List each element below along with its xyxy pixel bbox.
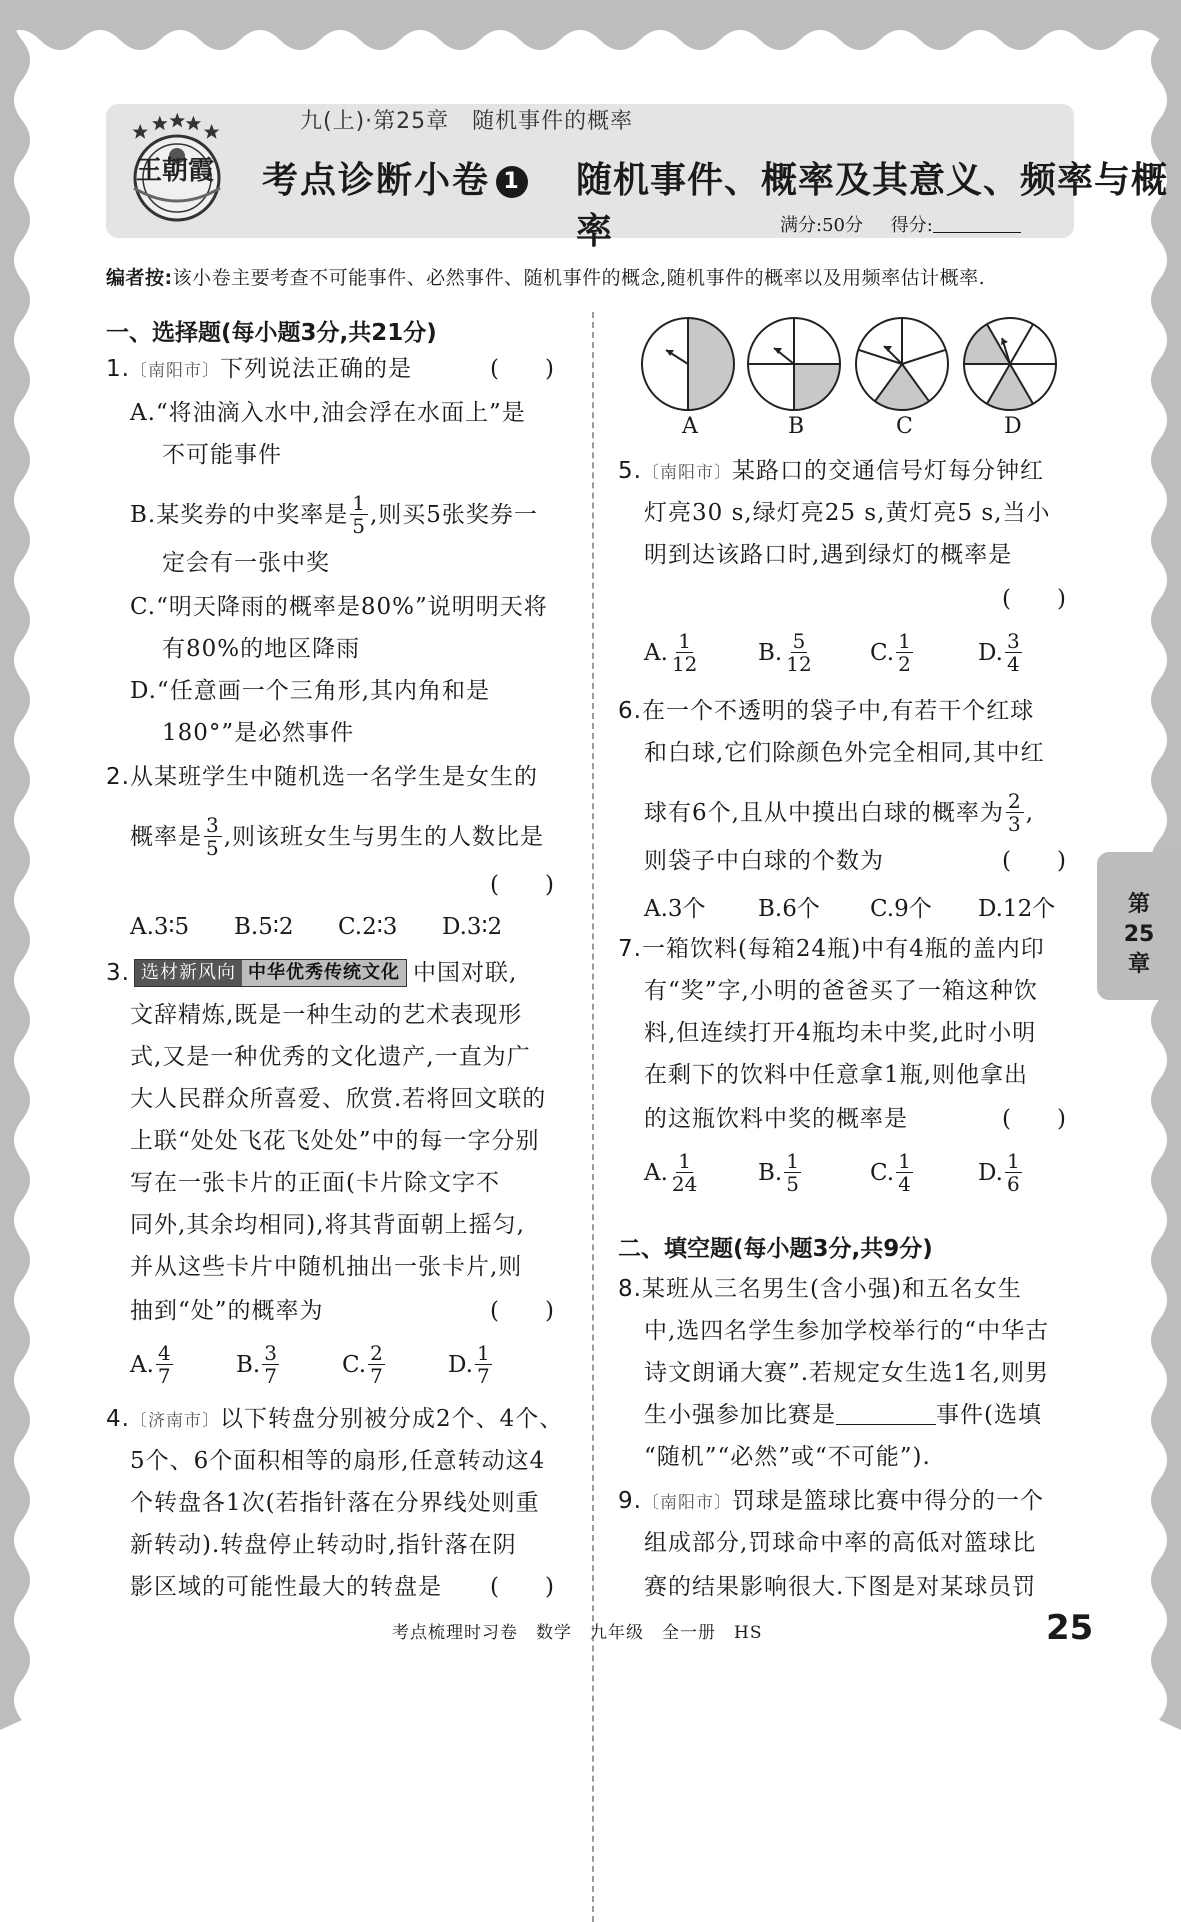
option-fraction bbox=[670, 1150, 699, 1195]
chapter-side-tab bbox=[1097, 852, 1181, 1000]
q1-answer-paren[interactable]: ( ) bbox=[490, 356, 554, 382]
q2-number: 2. bbox=[106, 764, 130, 790]
fraction-numerator: 1 bbox=[1006, 1149, 1020, 1173]
fraction-denominator: 4 bbox=[1006, 652, 1020, 676]
q2-option-d[interactable]: D.3∶2 bbox=[442, 914, 503, 940]
quiz-title bbox=[262, 152, 528, 203]
fraction-numerator: 1 bbox=[786, 1149, 799, 1173]
q7-line2: 有“奖”字,小明的爸爸买了一箱这种饮 bbox=[644, 978, 1038, 1004]
q4-line1 bbox=[106, 1404, 563, 1436]
q5-line1 bbox=[618, 456, 1044, 488]
option-label: A. bbox=[644, 1159, 668, 1186]
option-fraction bbox=[670, 630, 699, 675]
q8-answer-blank[interactable] bbox=[836, 1402, 936, 1425]
q3-line9: 抽到“处”的概率为 bbox=[130, 1298, 324, 1324]
q4-answer-paren[interactable]: ( ) bbox=[490, 1574, 554, 1600]
spinner-c bbox=[856, 318, 948, 410]
q3-options bbox=[130, 1342, 554, 1387]
q1-option-b-line1 bbox=[130, 492, 538, 537]
q8-line1 bbox=[618, 1274, 1022, 1304]
q9-line2: 组成部分,罚球命中率的高低对篮球比 bbox=[644, 1530, 1037, 1556]
spinner-b bbox=[748, 318, 840, 410]
q3-number: 3. bbox=[106, 960, 130, 986]
fraction-denominator: 5 bbox=[352, 514, 366, 538]
q3-answer-paren[interactable]: ( ) bbox=[490, 1298, 554, 1324]
q2-option-a[interactable]: A.3∶5 bbox=[130, 914, 190, 940]
q7-answer-paren[interactable]: ( ) bbox=[1002, 1106, 1066, 1132]
q1-option-c-line1: C.“明天降雨的概率是80%”说明明天将 bbox=[130, 594, 548, 620]
q6-number: 6. bbox=[618, 698, 642, 724]
quiz-title-text: 考点诊断小卷 bbox=[262, 160, 491, 201]
q2-stem2-pre: 概率是 bbox=[130, 823, 202, 850]
wavy-frame-top bbox=[0, 0, 1181, 60]
q5-line2: 灯亮30 s,绿灯亮25 s,黄灯亮5 s,当小 bbox=[644, 500, 1051, 526]
q3-tag-culture: 中华优秀传统文化 bbox=[242, 960, 406, 986]
q4-line3: 个转盘各1次(若指针落在分界线处则重 bbox=[130, 1490, 540, 1516]
fraction-denominator: 24 bbox=[671, 1172, 698, 1196]
fraction-numerator: 1 bbox=[898, 1149, 911, 1173]
fraction-denominator: 6 bbox=[1006, 1172, 1020, 1196]
fraction-denominator: 2 bbox=[898, 652, 911, 676]
q6-line1 bbox=[618, 696, 1034, 726]
score-label: 得分: bbox=[890, 215, 933, 236]
q6-answer-paren[interactable]: ( ) bbox=[1002, 848, 1066, 874]
fraction-numerator: 2 bbox=[1007, 789, 1022, 813]
q3-line3: 式,又是一种优秀的文化遗产,一直为广 bbox=[130, 1044, 531, 1070]
fraction-numerator: 2 bbox=[370, 1341, 383, 1365]
column-divider bbox=[592, 312, 594, 1922]
q7-line1-text: 一箱饮料(每箱24瓶)中有4瓶的盖内印 bbox=[641, 936, 1045, 962]
q6-line3-post: , bbox=[1025, 799, 1034, 826]
q7-line4: 在剩下的饮料中任意拿1瓶,则他拿出 bbox=[644, 1062, 1028, 1088]
section1-title: 一、选择题(每小题3分,共21分) bbox=[106, 320, 437, 346]
option-fraction bbox=[368, 1342, 385, 1387]
q3-line1 bbox=[106, 958, 517, 988]
option-label: B. bbox=[236, 1351, 261, 1378]
q1-stem bbox=[106, 354, 412, 386]
option-fraction bbox=[896, 630, 913, 675]
option-label: B. bbox=[758, 639, 783, 666]
fraction-numerator: 1 bbox=[352, 491, 366, 515]
score-line bbox=[780, 211, 1021, 237]
fraction-numerator: 3 bbox=[1006, 629, 1020, 653]
q7-option-c[interactable] bbox=[870, 1150, 978, 1195]
q3-line8: 并从这些卡片中随机抽出一张卡片,则 bbox=[130, 1254, 523, 1280]
q9-line3: 赛的结果影响很大.下图是对某球员罚 bbox=[644, 1574, 1037, 1600]
fraction-denominator: 5 bbox=[786, 1172, 799, 1196]
q6-option-d[interactable]: D.12个 bbox=[978, 896, 1056, 922]
option-fraction bbox=[896, 1150, 913, 1195]
brand-logo-text: 王朝霞 bbox=[136, 156, 215, 186]
q1-region: 〔南阳市〕 bbox=[129, 361, 220, 381]
fraction-denominator: 7 bbox=[157, 1364, 171, 1388]
q7-line1 bbox=[618, 934, 1045, 964]
q3-topic-tag bbox=[134, 959, 407, 987]
q2-option-c[interactable]: C.2∶3 bbox=[338, 914, 398, 940]
fraction-numerator: 5 bbox=[792, 629, 806, 653]
fraction-numerator: 3 bbox=[206, 813, 220, 837]
q2-stem-text: 从某班学生中随机选一名学生是女生的 bbox=[129, 764, 538, 790]
q6-line1-text: 在一个不透明的袋子中,有若干个红球 bbox=[641, 698, 1035, 724]
q8-line3: 诗文朗诵大赛”.若规定女生选1名,则男 bbox=[644, 1360, 1050, 1386]
fraction-denominator: 12 bbox=[671, 652, 698, 676]
q3-line5: 上联“处处飞花飞处处”中的每一字分别 bbox=[130, 1128, 540, 1154]
q1-option-b-fraction bbox=[350, 492, 368, 537]
q1-option-a-line1: A.“将油滴入水中,油会浮在水面上”是 bbox=[130, 400, 526, 426]
chapter-heading: 九(上)·第25章 随机事件的概率 bbox=[300, 109, 634, 134]
q1-option-d-line1: D.“任意画一个三角形,其内角和是 bbox=[130, 678, 491, 704]
q4-line4: 新转动).转盘停止转动时,指针落在阴 bbox=[130, 1532, 517, 1558]
option-label: A. bbox=[644, 639, 668, 666]
q6-line3 bbox=[644, 790, 1034, 835]
editor-note bbox=[106, 263, 985, 290]
spinner-label-c: C bbox=[896, 414, 913, 439]
fraction-numerator: 1 bbox=[898, 629, 911, 653]
q9-region: 〔南阳市〕 bbox=[641, 1493, 732, 1513]
q3-line4: 大人民群众所喜爱、欣赏.若将回文联的 bbox=[130, 1086, 547, 1112]
q5-option-c[interactable] bbox=[870, 630, 978, 675]
q4-spinner-figures bbox=[640, 312, 1060, 442]
q9-line1-text: 罚球是篮球比赛中得分的一个 bbox=[731, 1488, 1044, 1514]
q2-option-b[interactable]: B.5∶2 bbox=[234, 914, 294, 940]
score-blank[interactable] bbox=[933, 216, 1021, 233]
option-label: D. bbox=[978, 639, 1003, 666]
q5-option-b[interactable] bbox=[758, 630, 870, 675]
q7-option-d[interactable] bbox=[978, 1150, 1058, 1195]
q4-line5: 影区域的可能性最大的转盘是 bbox=[130, 1574, 442, 1600]
q3-line6: 写在一张卡片的正面(卡片除文字不 bbox=[130, 1170, 500, 1196]
q3-option-a[interactable] bbox=[130, 1342, 236, 1387]
full-score: 满分:50分 bbox=[780, 215, 863, 236]
editor-note-label: 编者按: bbox=[106, 267, 173, 289]
q6-option-b[interactable]: B.6个 bbox=[758, 896, 820, 922]
q5-option-d[interactable] bbox=[978, 630, 1058, 675]
q3-option-b[interactable] bbox=[236, 1342, 342, 1387]
q1-number: 1. bbox=[106, 356, 130, 382]
q5-region: 〔南阳市〕 bbox=[641, 463, 732, 483]
q9-number: 9. bbox=[618, 1488, 642, 1514]
quiz-subtitle: 随机事件、概率及其意义、频率与概率 bbox=[576, 160, 1169, 252]
q7-line5: 的这瓶饮料中奖的概率是 bbox=[644, 1106, 908, 1132]
q1-option-a-line2: 不可能事件 bbox=[162, 442, 282, 468]
fraction-numerator: 4 bbox=[157, 1341, 171, 1365]
q1-option-c-line2: 有80%的地区降雨 bbox=[162, 636, 361, 662]
spinner-label-d: D bbox=[1004, 414, 1022, 439]
q8-line5: “随机”“必然”或“不可能”). bbox=[644, 1444, 931, 1470]
spinner-label-a: A bbox=[682, 414, 698, 439]
q6-options bbox=[644, 890, 1078, 923]
page-number: 25 bbox=[1046, 1608, 1094, 1648]
fraction-denominator: 4 bbox=[898, 1172, 911, 1196]
option-label: D. bbox=[978, 1159, 1003, 1186]
q6-option-a[interactable]: A.3个 bbox=[644, 896, 706, 922]
q7-option-a[interactable] bbox=[644, 1150, 758, 1195]
option-label: A. bbox=[130, 1351, 154, 1378]
q8-number: 8. bbox=[618, 1276, 642, 1302]
side-tab-line1: 第 bbox=[1127, 892, 1150, 917]
q7-option-b[interactable] bbox=[758, 1150, 870, 1195]
q6-line3-pre: 球有6个,且从中摸出白球的概率为 bbox=[644, 799, 1004, 826]
spinner-d bbox=[964, 318, 1056, 410]
q4-region: 〔济南市〕 bbox=[129, 1411, 220, 1431]
q1-option-d-line2: 180°”是必然事件 bbox=[162, 720, 355, 746]
q1-stem-text: 下列说法正确的是 bbox=[219, 356, 412, 382]
q3-line2: 文辞精炼,既是一种生动的艺术表现形 bbox=[130, 1002, 523, 1028]
fraction-numerator: 1 bbox=[476, 1341, 490, 1365]
option-fraction bbox=[475, 1342, 492, 1387]
q8-line2: 中,选四名学生参加学校举行的“中华古 bbox=[644, 1318, 1050, 1344]
q6-fraction bbox=[1006, 790, 1024, 835]
q2-fraction bbox=[204, 814, 222, 859]
q6-line2: 和白球,它们除颜色外完全相同,其中红 bbox=[644, 740, 1045, 766]
quiz-number-badge: 1 bbox=[496, 166, 528, 198]
q3-option-d[interactable] bbox=[448, 1342, 554, 1387]
editor-note-text: 该小卷主要考查不可能事件、必然事件、随机事件的概念,随机事件的概率以及用频率估计概率. bbox=[172, 267, 986, 289]
q7-number: 7. bbox=[618, 936, 642, 962]
option-label: C. bbox=[870, 639, 895, 666]
option-label: C. bbox=[342, 1351, 367, 1378]
wavy-frame-left bbox=[0, 0, 34, 1730]
q8-line4 bbox=[644, 1400, 1042, 1430]
q1-option-b-pre: B.某奖券的中奖率是 bbox=[130, 501, 349, 528]
option-fraction bbox=[784, 1150, 801, 1195]
q2-stem-line2 bbox=[130, 814, 544, 859]
q2-stem-line1 bbox=[106, 762, 538, 792]
q2-stem2-post: ,则该班女生与男生的人数比是 bbox=[223, 823, 545, 850]
q5-line3: 明到达该路口时,遇到绿灯的概率是 bbox=[644, 542, 1013, 568]
q1-option-b-line2: 定会有一张中奖 bbox=[162, 550, 330, 576]
q2-options bbox=[130, 914, 546, 940]
q5-number: 5. bbox=[618, 458, 642, 484]
fraction-denominator: 7 bbox=[370, 1364, 383, 1388]
option-fraction bbox=[156, 1342, 173, 1387]
spinner-a bbox=[642, 318, 734, 410]
q5-options bbox=[644, 630, 1058, 675]
q7-line3: 料,但连续打开4瓶均未中奖,此时小明 bbox=[644, 1020, 1037, 1046]
fraction-numerator: 1 bbox=[678, 629, 692, 653]
spinner-label-b: B bbox=[788, 414, 805, 439]
q5-line1-text: 某路口的交通信号灯每分钟红 bbox=[731, 458, 1044, 484]
q3-option-c[interactable] bbox=[342, 1342, 448, 1387]
fraction-denominator: 5 bbox=[206, 836, 220, 860]
fraction-denominator: 12 bbox=[786, 652, 812, 676]
q6-line4: 则袋子中白球的个数为 bbox=[644, 848, 884, 874]
q8-line4-post: 事件(选填 bbox=[936, 1402, 1042, 1428]
q3-line7: 同外,其余均相同),将其背面朝上摇匀, bbox=[130, 1212, 525, 1238]
fraction-denominator: 7 bbox=[476, 1364, 490, 1388]
q8-line1-text: 某班从三名男生(含小强)和五名女生 bbox=[641, 1276, 1022, 1302]
fraction-numerator: 3 bbox=[264, 1341, 277, 1365]
q4-line2: 5个、6个面积相等的扇形,任意转动这4 bbox=[130, 1448, 546, 1474]
option-fraction bbox=[262, 1342, 279, 1387]
option-fraction bbox=[1005, 630, 1022, 675]
q3-tag-new: 选材新风向 bbox=[135, 960, 242, 986]
option-fraction bbox=[784, 630, 813, 675]
q3-line1-text: 中国对联, bbox=[412, 960, 518, 986]
footer-book-info: 考点梳理时习卷 数学 九年级 全一册 HS bbox=[392, 1623, 763, 1643]
option-label: D. bbox=[448, 1351, 473, 1378]
fraction-denominator: 3 bbox=[1007, 812, 1022, 836]
fraction-numerator: 1 bbox=[678, 1149, 692, 1173]
section2-title: 二、填空题(每小题3分,共9分) bbox=[618, 1236, 933, 1262]
q4-number: 4. bbox=[106, 1406, 130, 1432]
side-tab-line3: 章 bbox=[1127, 952, 1150, 977]
q5-answer-paren[interactable]: ( ) bbox=[1002, 586, 1066, 612]
q4-line1-text: 以下转盘分别被分成2个、4个、 bbox=[219, 1406, 564, 1432]
option-label: B. bbox=[758, 1159, 783, 1186]
option-fraction bbox=[1005, 1150, 1022, 1195]
q6-option-c[interactable]: C.9个 bbox=[870, 896, 932, 922]
q5-option-a[interactable] bbox=[644, 630, 758, 675]
side-tab-line2: 25 bbox=[1123, 922, 1155, 947]
fraction-denominator: 7 bbox=[264, 1364, 277, 1388]
q9-line1 bbox=[618, 1486, 1044, 1518]
q2-answer-paren[interactable]: ( ) bbox=[490, 872, 554, 898]
option-label: C. bbox=[870, 1159, 895, 1186]
q7-options bbox=[644, 1150, 1058, 1195]
q8-line4-pre: 生小强参加比赛是 bbox=[644, 1402, 836, 1428]
q1-option-b-post: ,则买5张奖券一 bbox=[369, 501, 538, 528]
